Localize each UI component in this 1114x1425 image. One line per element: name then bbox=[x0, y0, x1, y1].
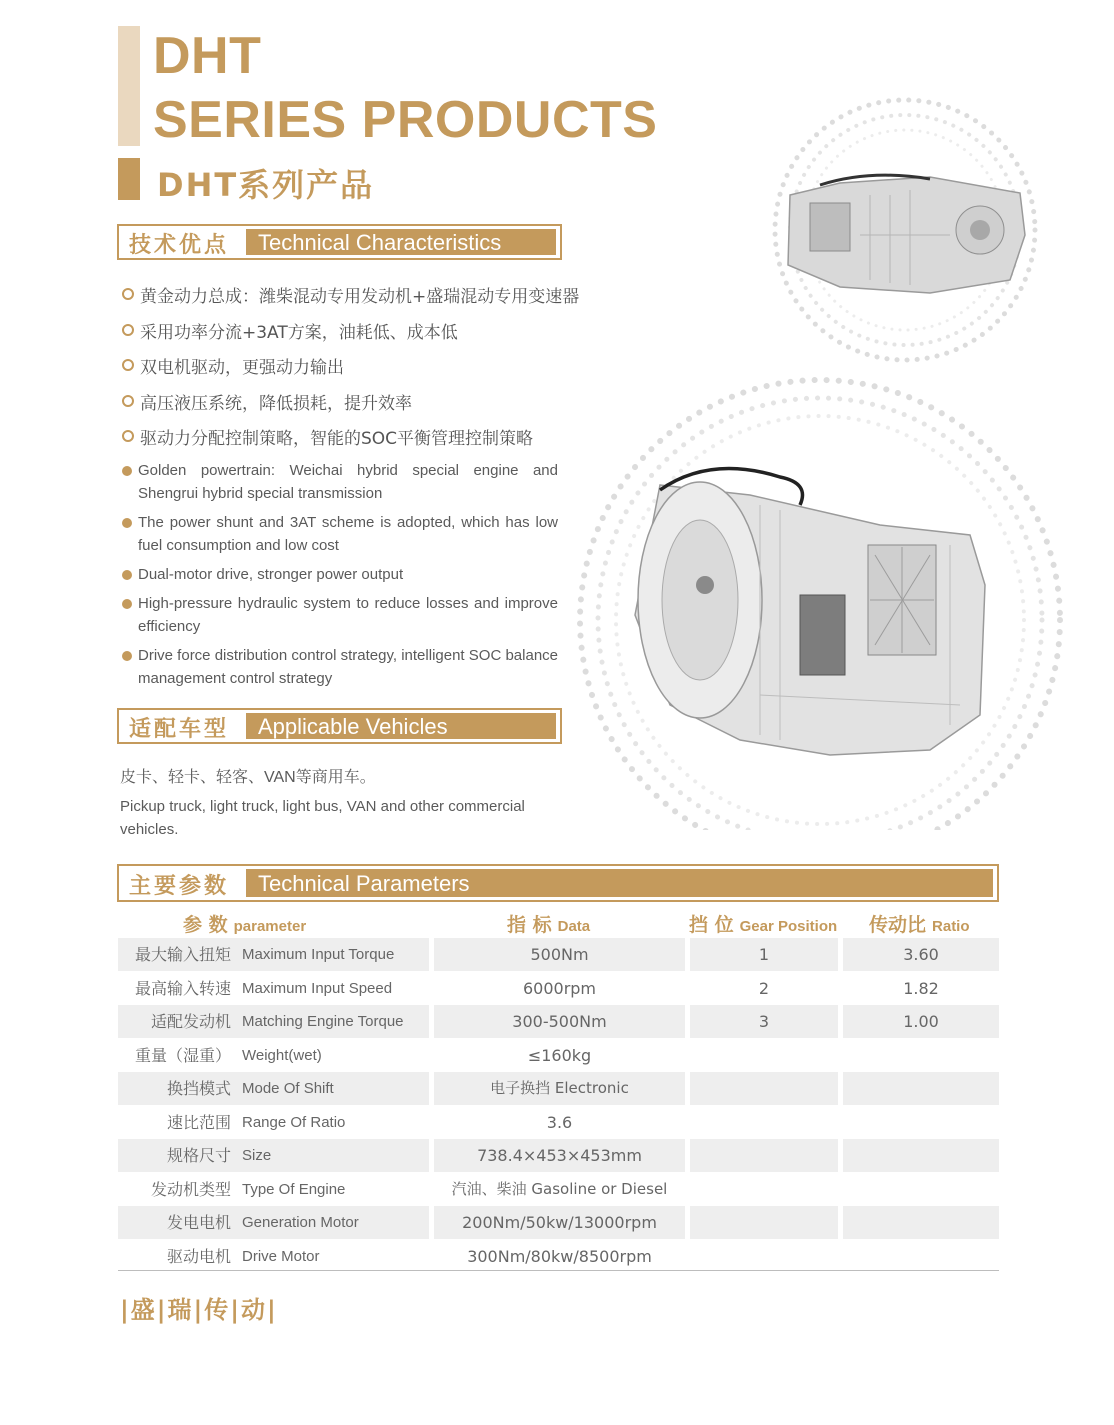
section-title-cn: 主要参数 bbox=[129, 874, 230, 899]
section-title-cn: 技术优点 bbox=[129, 233, 230, 258]
table-row: 规格尺寸 Size 738.4×453×453mm bbox=[118, 1139, 999, 1172]
table-row: 适配发动机 Matching Engine Torque 300-500Nm 3 1.00 bbox=[118, 1005, 999, 1038]
list-item: 高压液压系统，降低损耗，提升效率 bbox=[122, 389, 412, 414]
list-item: Golden powertrain: Weichai hybrid special engine and Shengrui hybrid special transmission bbox=[122, 459, 558, 505]
section-title-band bbox=[246, 229, 556, 255]
section-title-en: Technical Characteristics bbox=[258, 230, 502, 255]
list-item: The power shunt and 3AT scheme is adopted, which has low fuel consumption and low cost bbox=[122, 511, 558, 557]
vehicles-text-cn: 皮卡、轻卡、轻客、VAN等商用车。 bbox=[120, 769, 376, 786]
dot-bullet-icon bbox=[122, 599, 132, 609]
section-title-band bbox=[246, 713, 556, 739]
table-row: 最高输入转速 Maximum Input Speed 6000rpm 2 1.82 bbox=[134, 979, 939, 998]
list-item: 驱动力分配控制策略，智能的SOC平衡管理控制策略 bbox=[122, 424, 533, 449]
section-technical-parameters bbox=[117, 864, 999, 902]
page-title-line1: DHT bbox=[153, 27, 262, 85]
list-item: Drive force distribution control strategy, intelligent SOC balance management control strategy bbox=[122, 644, 558, 690]
small-transmission-image bbox=[788, 175, 1025, 293]
dot-bullet-icon bbox=[122, 518, 132, 528]
circle-bullet-icon bbox=[122, 288, 134, 300]
footer-brand: |盛|瑞|传|动| bbox=[120, 1296, 278, 1324]
table-row: 换挡模式 Mode Of Shift 电子换挡 Electronic bbox=[118, 1072, 999, 1105]
column-header-data: 指 标 Data bbox=[507, 914, 591, 936]
section-title-band bbox=[246, 869, 993, 897]
table-row: 发动机类型 Type Of Engine 汽油、柴油 Gasoline or Diesel bbox=[150, 1180, 668, 1199]
column-header-ratio: 传动比 Ratio bbox=[869, 914, 970, 936]
table-row: 最大输入扭矩 Maximum Input Torque 500Nm 1 3.60 bbox=[118, 938, 999, 971]
list-item: High-pressure hydraulic system to reduce losses and improve efficiency bbox=[122, 592, 558, 638]
page-subtitle: DHT系列产品 bbox=[157, 166, 375, 204]
large-transmission-image bbox=[635, 469, 985, 755]
table-row: 重量（湿重） Weight(wet) ≤160kg bbox=[134, 1046, 592, 1065]
table-row: 速比范围 Range Of Ratio 3.6 bbox=[166, 1113, 573, 1132]
list-item: 双电机驱动，更强动力输出 bbox=[122, 353, 344, 378]
section-title-en: Technical Parameters bbox=[258, 871, 470, 896]
vehicles-text-en: Pickup truck, light truck, light bus, VAN and other commercial vehicles. bbox=[120, 798, 525, 838]
section-title-en: Applicable Vehicles bbox=[258, 714, 448, 739]
circle-bullet-icon bbox=[122, 359, 134, 371]
dot-bullet-icon bbox=[122, 651, 132, 661]
subtitle-accent-bar bbox=[118, 158, 140, 200]
column-header-gear-position: 挡 位 Gear Position bbox=[689, 914, 838, 936]
list-item: 采用功率分流+3AT方案，油耗低、成本低 bbox=[122, 318, 458, 343]
table-row: 驱动电机 Drive Motor 300Nm/80kw/8500rpm bbox=[166, 1247, 652, 1266]
circle-bullet-icon bbox=[122, 430, 134, 442]
section-title-cn: 适配车型 bbox=[129, 717, 230, 742]
column-header-parameter: 参 数 parameter bbox=[183, 914, 307, 936]
product-illustration bbox=[570, 60, 1070, 830]
page-title-line2: SERIES PRODUCTS bbox=[153, 91, 658, 149]
section-applicable-vehicles bbox=[117, 708, 562, 744]
dot-bullet-icon bbox=[122, 466, 132, 476]
title-accent-bar bbox=[118, 26, 140, 146]
list-item: Dual-motor drive, stronger power output bbox=[122, 563, 558, 586]
section-technical-characteristics bbox=[117, 224, 562, 260]
dot-bullet-icon bbox=[122, 570, 132, 580]
list-item: 黄金动力总成：潍柴混动专用发动机+盛瑞混动专用变速器 bbox=[122, 282, 579, 307]
table-row: 发电电机 Generation Motor 200Nm/50kw/13000rpm bbox=[118, 1206, 999, 1239]
table-bottom-rule bbox=[118, 1270, 999, 1271]
circle-bullet-icon bbox=[122, 395, 134, 407]
circle-bullet-icon bbox=[122, 324, 134, 336]
